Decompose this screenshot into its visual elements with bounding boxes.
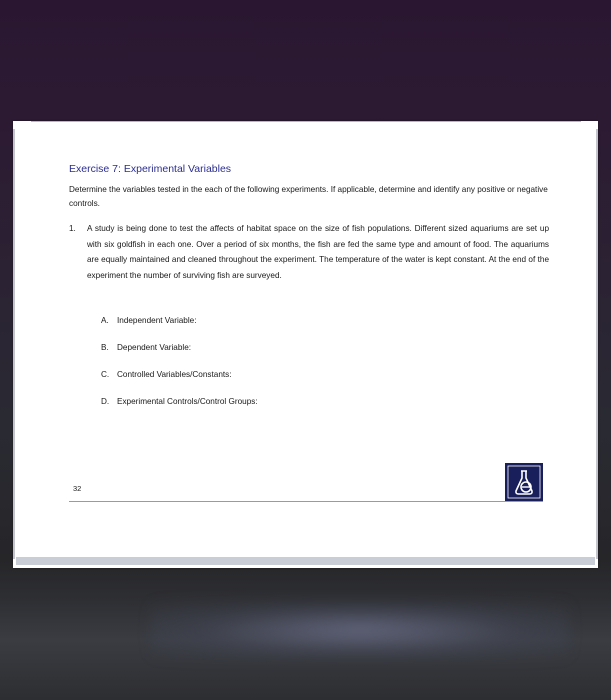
sub-item-label: Dependent Variable: [117, 343, 192, 352]
sub-item-label: Experimental Controls/Control Groups: [117, 397, 258, 406]
sub-item-dependent-variable [101, 343, 191, 352]
page-left-edge [13, 129, 15, 559]
sub-item-controlled-variables [101, 370, 232, 379]
page-bottom-strip [16, 557, 595, 565]
document-page [13, 121, 598, 568]
sub-item-letter: D. [101, 397, 110, 406]
page-right-edge [596, 129, 598, 559]
background-blur [150, 600, 570, 660]
instructions-text: Determine the variables tested in the each of the following experiments. If applicable, determine and identify any positive or negative controls. [69, 185, 548, 208]
sub-item-letter: C. [101, 370, 110, 379]
footer-rule [69, 501, 543, 502]
page-number: 32 [73, 484, 82, 493]
page-top-rule [31, 121, 581, 122]
question-number: 1. [69, 224, 76, 233]
question-1 [69, 221, 549, 283]
exercise-title: Exercise 7: Experimental Variables [69, 163, 232, 175]
sub-item-letter: B. [101, 343, 109, 352]
sub-item-independent-variable [101, 316, 197, 325]
sub-item-letter: A. [101, 316, 109, 325]
sub-item-experimental-controls [101, 397, 258, 406]
sub-item-label: Controlled Variables/Constants: [117, 370, 232, 379]
question-text: A study is being done to test the affects of habitat space on the size of fish populations. Different sized aquariums are set up with six goldfish in each one. Over a period of six months, the fish are fed the same type and amount of food. The aquariums are equally maintained and cleaned throughout the experiment. The temperature of the water is kept constant. At the end of the experiment the number of surviving fish are surveyed. [87, 224, 549, 280]
sub-item-label: Independent Variable: [117, 316, 197, 325]
flask-icon [505, 463, 543, 501]
